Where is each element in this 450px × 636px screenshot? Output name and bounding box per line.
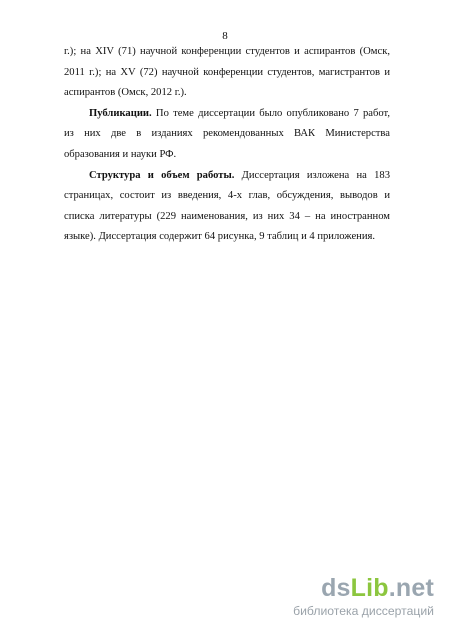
watermark-subtitle: библиотека диссертаций [293, 604, 434, 618]
paragraph-structure [64, 166, 390, 248]
logo-lib: Lib [350, 574, 389, 602]
dslib-logo [321, 574, 434, 603]
structure-text: Диссертация изложена на 183 страницах, состоит из введения, 4-х глав, обсуждения, выводов и списка литературы (229 наименования, из них 34 – на иностранном языке). Диссертация содержит 64 рисунка, 9 таблиц и 4 приложения. [64, 169, 390, 243]
publications-heading: Публикации. [89, 107, 152, 119]
paragraph-publications [64, 104, 390, 166]
publications-text: По теме диссертации было опубликовано 7 работ, из них две в изданиях рекомендованных ВАК Министерства образования и науки РФ. [64, 107, 390, 160]
logo-net: .net [388, 574, 434, 602]
dslib-watermark [234, 574, 434, 622]
document-body [64, 42, 390, 248]
logo-ds: ds [321, 574, 351, 602]
page-number: 8 [222, 30, 228, 42]
paragraph-continuation: г.); на XIV (71) научной конференции студентов и аспирантов (Омск, 2011 г.); на XV (72) научной конференции студентов, магистрантов и аспирантов (Омск, 2012 г.). [64, 46, 390, 99]
structure-heading: Структура и объем работы. [89, 169, 235, 181]
